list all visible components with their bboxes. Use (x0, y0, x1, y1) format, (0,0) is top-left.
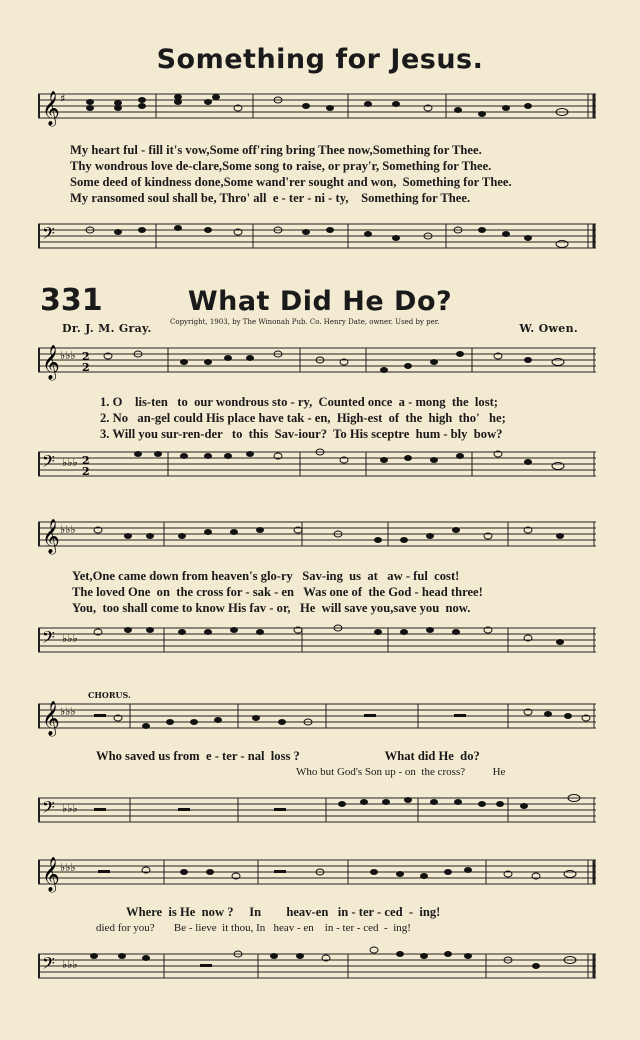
staff-treble-1 (38, 340, 600, 382)
staff-treble-chorus-1 (38, 696, 600, 738)
svg-text:♭♭♭: ♭♭♭ (62, 456, 78, 469)
chorus-label: CHORUS. (88, 690, 131, 700)
staff-bass-2 (38, 620, 600, 662)
staff-bass-1 (38, 444, 600, 486)
svg-text:𝄢: 𝄢 (42, 797, 55, 821)
hymn-title-top: Something for Jesus. (156, 44, 484, 75)
svg-text:𝄞: 𝄞 (42, 519, 60, 554)
svg-text:𝄞: 𝄞 (42, 91, 60, 126)
svg-text:2: 2 (82, 465, 90, 478)
lyric-line: Where is He now ? In heav-en in - ter - ced - ing! (126, 905, 441, 919)
lyric-line: 3. Will you sur-ren-der to this Sav-iour? To His sceptre hum - bly bow? (100, 427, 503, 441)
lyric-line: Some deed of kindness done,Some wand'rer sought and won, Something for Thee. (70, 175, 512, 189)
staff-bass-top (38, 218, 600, 258)
svg-text:𝄞: 𝄞 (42, 857, 60, 892)
lyric-line: My heart ful - fill it's vow,Some off'ring bring Thee now,Something for Thee. (70, 143, 482, 157)
lyric-line: You, too shall come to know His fav - or, He will save you,save you now. (72, 601, 471, 615)
svg-text:♭♭♭: ♭♭♭ (60, 861, 76, 874)
composer-credit: W. Owen. (519, 322, 578, 335)
svg-text:♭♭♭: ♭♭♭ (60, 349, 76, 362)
author-credit: Dr. J. M. Gray. (62, 322, 152, 335)
svg-text:𝄢: 𝄢 (42, 953, 55, 977)
staff-treble-top (38, 88, 600, 128)
verse-block-top (70, 142, 600, 206)
lyric-line: Yet,One came down from heaven's glo-ry Sav-ing us at aw - ful cost! (72, 569, 460, 583)
hymn-title: What Did He Do? (187, 286, 453, 317)
svg-text:♭♭♭: ♭♭♭ (60, 523, 76, 536)
copyright-notice: Copyright, 1903, by The Winonah Pub. Co. Henry Date, owner. Used by per. (170, 318, 440, 326)
svg-text:𝄞: 𝄞 (42, 701, 60, 736)
svg-text:♭♭♭: ♭♭♭ (60, 705, 76, 718)
lyric-line-response: Who but God's Son up - on the cross? He (296, 766, 506, 778)
staff-treble-chorus-2 (38, 852, 600, 894)
staff-bass-chorus-1 (38, 790, 600, 832)
lyric-line: Who saved us from e - ter - nal loss ? What did He do? (96, 749, 480, 763)
lyric-line: 1. O lis-ten to our wondrous sto - ry, Counted once a - mong the lost; (100, 395, 498, 409)
verse-block-2 (72, 568, 602, 616)
svg-text:♯: ♯ (60, 92, 66, 105)
svg-text:2: 2 (82, 454, 90, 467)
svg-text:𝄢: 𝄢 (42, 627, 55, 651)
lyric-line: Thy wondrous love de-clare,Some song to raise, or pray'r, Something for Thee. (70, 159, 492, 173)
svg-text:𝄢: 𝄢 (42, 451, 55, 475)
svg-text:2: 2 (82, 361, 90, 374)
svg-text:♭♭♭: ♭♭♭ (62, 632, 78, 645)
svg-text:2: 2 (82, 350, 90, 363)
svg-text:♭♭♭: ♭♭♭ (62, 802, 78, 815)
lyric-line: My ransomed soul shall be, Thro' all e - ter - ni - ty, Something for Thee. (70, 191, 471, 205)
verse-block-1 (100, 394, 630, 442)
svg-text:𝄞: 𝄞 (42, 345, 60, 380)
chorus-lyrics-1 (96, 748, 626, 780)
lyric-line: 2. No an-gel could His place have tak - en, High-est of the high tho' he; (100, 411, 506, 425)
staff-treble-2 (38, 514, 600, 556)
staff-bass-chorus-2 (38, 946, 600, 988)
hymn-number: 331 (40, 283, 103, 318)
svg-text:♭♭♭: ♭♭♭ (62, 958, 78, 971)
chorus-lyrics-2 (96, 904, 626, 936)
lyric-line: The loved One on the cross for - sak - en Was one of the God - head three! (72, 585, 483, 599)
svg-text:𝄢: 𝄢 (42, 223, 55, 247)
lyric-line-response: died for you? Be - lieve it thou, In heav - en in - ter - ced - ing! (96, 922, 411, 934)
